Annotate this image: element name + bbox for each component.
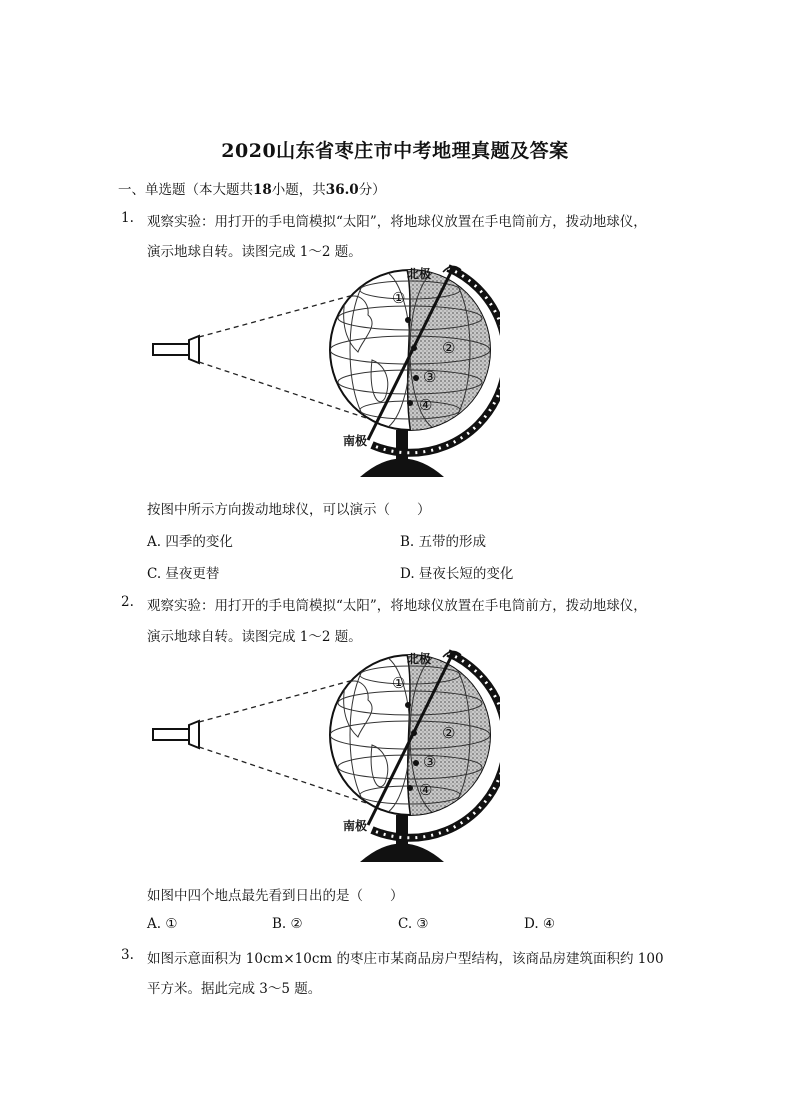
question-1-option-b[interactable]: B. 五带的形成 [400,534,487,550]
question-2-number: 2. [121,594,134,610]
question-1-number: 1. [121,210,134,226]
section-suffix: 分） [358,182,386,198]
marker-1: ① [392,289,406,307]
question-2-option-c[interactable]: C. ③ [398,916,429,932]
question-2-option-b[interactable]: B. ② [272,916,303,932]
section-heading [118,178,386,198]
south-pole-label: 南极 [343,819,368,833]
question-2-option-a[interactable]: A. ① [147,916,178,932]
section-score: 36.0 [325,182,359,198]
question-1-option-c[interactable]: C. 昼夜更替 [147,566,220,582]
globe-flashlight-figure-2 [140,640,500,875]
marker-2: ② [442,724,456,742]
question-1-prompt: 按图中所示方向拨动地球仪，可以演示（ ） [147,502,431,518]
marker-3: ③ [423,368,437,386]
question-2-stem-line1: 观察实验：用打开的手电筒模拟“太阳”，将地球仪放置在手电筒前方，拨动地球仪， [147,598,647,614]
globe-diagram [140,640,500,875]
marker-1: ① [392,674,406,692]
question-2-prompt: 如图中四个地点最先看到日出的是（ ） [147,888,404,904]
north-pole-label: 北极 [407,652,432,666]
question-3-stem-line2: 平方米。据此完成 3～5 题。 [147,981,322,997]
section-mid: 小题，共 [271,182,326,198]
question-2-stem-line2: 演示地球自转。读图完成 1～2 题。 [147,629,362,645]
question-3-stem-line1: 如图示意面积为 10cm×10cm 的枣庄市某商品房户型结构，该商品房建筑面积约 100 [147,951,664,967]
section-count: 18 [253,182,272,198]
section-prefix: 一、单选题（本大题共 [118,182,253,198]
south-pole-label: 南极 [343,434,368,448]
marker-4: ④ [419,781,433,799]
question-1-option-d[interactable]: D. 昼夜长短的变化 [400,566,514,582]
globe-diagram [140,255,500,490]
marker-4: ④ [419,396,433,414]
globe-flashlight-figure-1 [140,255,500,490]
question-1-stem-line2: 演示地球自转。读图完成 1～2 题。 [147,244,362,260]
document-title: 2020山东省枣庄市中考地理真题及答案 [221,140,569,162]
marker-3: ③ [423,753,437,771]
marker-2: ② [442,339,456,357]
question-1-stem-line1: 观察实验：用打开的手电筒模拟“太阳”，将地球仪放置在手电筒前方，拨动地球仪， [147,214,647,230]
north-pole-label: 北极 [407,267,432,281]
question-2-option-d[interactable]: D. ④ [524,916,556,932]
question-3-number: 3. [121,947,134,963]
question-1-option-a[interactable]: A. 四季的变化 [147,534,233,550]
